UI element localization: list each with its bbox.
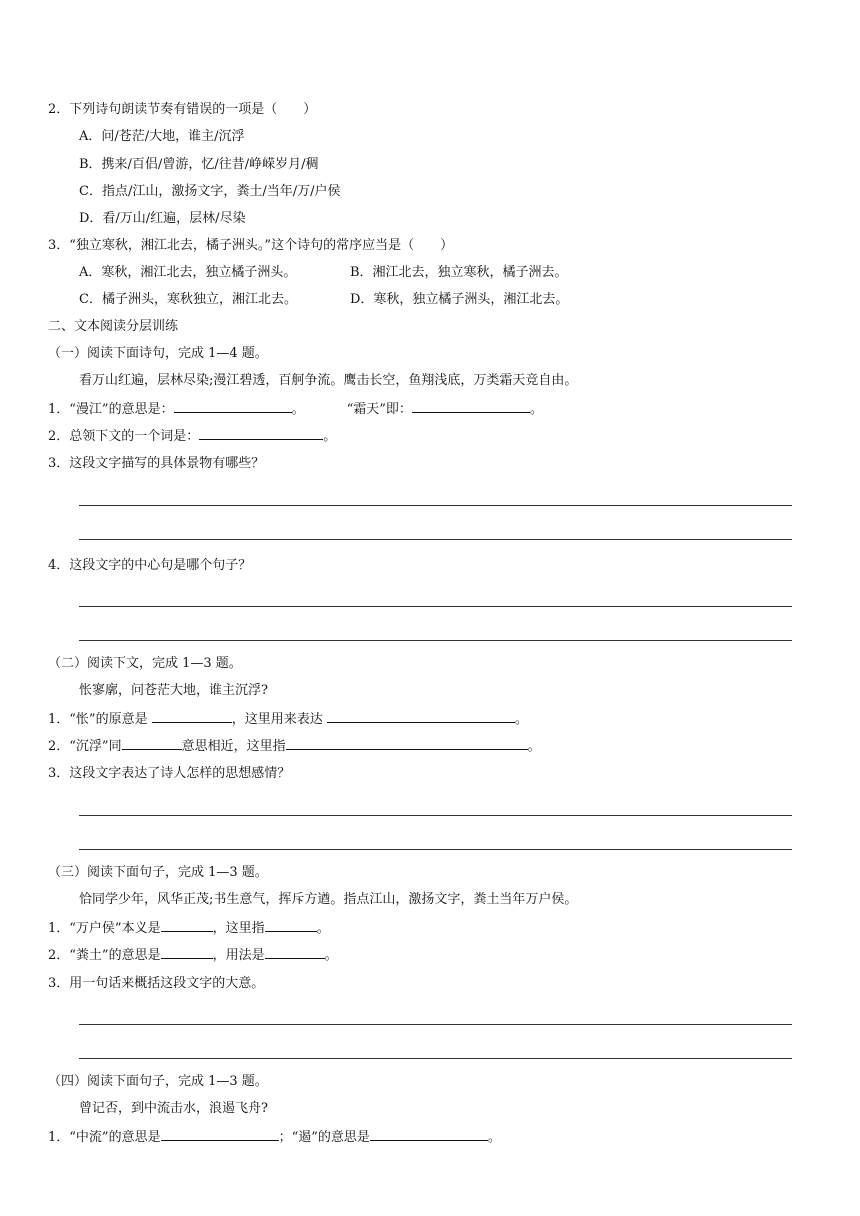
part2-q2-label-a: 2．“沉浮”同: [48, 739, 122, 754]
part4-question-1: [48, 1127, 501, 1147]
answer-line[interactable]: [79, 1024, 792, 1025]
part1-question-1: [48, 399, 543, 419]
part3-q2-label-b: ，用法是: [212, 948, 265, 963]
part2-q1-label-a: 1．“怅”的原意是: [48, 712, 152, 727]
end-mark: 。: [514, 712, 528, 727]
answer-blank[interactable]: [161, 1127, 279, 1141]
answer-blank[interactable]: [327, 709, 515, 723]
q3-option-c: C．橘子洲头，寒秋独立，湘江北去。: [79, 292, 297, 307]
answer-blank[interactable]: [265, 918, 317, 932]
end-mark: 。: [324, 948, 338, 963]
answer-blank[interactable]: [152, 709, 232, 723]
part4-q1-label-b: ；“遏”的意思是: [278, 1130, 370, 1145]
answer-blank[interactable]: [161, 918, 213, 932]
part1-q2-label: 2．总领下文的一个词是：: [48, 429, 200, 444]
part4-q1-label-a: 1．“中流”的意思是: [48, 1130, 161, 1145]
part4-passage: 曾记否，到中流击水，浪遏飞舟?: [79, 1101, 268, 1116]
answer-blank[interactable]: [265, 945, 325, 959]
q2-option-a: A．问/苍茫/大地，谁主/沉浮: [79, 129, 245, 144]
part3-q1-label-a: 1．“万户侯”本义是: [48, 921, 161, 936]
answer-blank[interactable]: [174, 399, 292, 413]
part2-passage: 怅寥廓，问苍茫大地，谁主沉浮?: [79, 683, 268, 698]
part3-question-1: [48, 918, 330, 938]
answer-blank[interactable]: [161, 945, 213, 959]
part2-q2-label-b: 意思相近，这里指: [181, 739, 286, 754]
part2-question-2: [48, 736, 541, 756]
q2-option-c: C．指点/江山，激扬文字，粪土/当年/万/户侯: [79, 184, 341, 199]
part1-question-3: 3．这段文字描写的具体景物有哪些？: [48, 456, 265, 471]
part3-intro: （三）阅读下面句子，完成 1—3 题。: [48, 865, 268, 880]
part1-question-4: 4．这段文字的中心句是哪个句子？: [48, 558, 252, 573]
part1-intro: （一）阅读下面诗句，完成 1—4 题。: [48, 346, 268, 361]
q2-option-b: B．携来/百侣/曾游，忆/往昔/峥嵘岁月/稠: [79, 157, 319, 172]
part3-q1-label-b: ，这里指: [212, 921, 265, 936]
part4-intro: （四）阅读下面句子，完成 1—3 题。: [48, 1074, 268, 1089]
answer-line[interactable]: [79, 640, 792, 641]
part2-question-1: [48, 709, 528, 729]
end-mark: 。: [529, 402, 543, 417]
part1-q1-label-a: 1．“漫江”的意思是：: [48, 402, 174, 417]
q3-option-d: D．寒秋，独立橘子洲头，湘江北去。: [350, 292, 569, 307]
part3-question-2: [48, 945, 338, 965]
end-mark: 。: [316, 921, 330, 936]
answer-blank[interactable]: [286, 736, 528, 750]
part3-question-3: 3．用一句话来概括这段文字的大意。: [48, 976, 265, 991]
answer-blank[interactable]: [412, 399, 530, 413]
question-3-stem: 3．“独立寒秋，湘江北去，橘子洲头。”这个诗句的常序应当是（ ）: [48, 238, 454, 253]
answer-line[interactable]: [79, 1058, 792, 1059]
q3-option-a: A．寒秋，湘江北去，独立橘子洲头。: [79, 265, 297, 280]
part2-question-3: 3．这段文字表达了诗人怎样的思想感情？: [48, 766, 291, 781]
part2-intro: （二）阅读下文，完成 1—3 题。: [48, 656, 242, 671]
q3-option-b: B．湘江北去，独立寒秋，橘子洲去。: [350, 265, 568, 280]
answer-line[interactable]: [79, 539, 792, 540]
part1-q1-label-b: “霜天”即：: [346, 402, 412, 417]
answer-blank[interactable]: [370, 1127, 488, 1141]
answer-blank[interactable]: [199, 426, 323, 440]
answer-line[interactable]: [79, 849, 792, 850]
part3-q2-label-a: 2．“粪土”的意思是: [48, 948, 161, 963]
end-mark: 。: [527, 739, 541, 754]
answer-line[interactable]: [79, 606, 792, 607]
end-mark: 。: [323, 429, 337, 444]
answer-line[interactable]: [79, 505, 792, 506]
part1-passage: 看万山红遍，层林尽染;漫江碧透，百舸争流。鹰击长空，鱼翔浅底，万类霜天竞自由。: [79, 373, 578, 388]
section-title: 二、文本阅读分层训练: [48, 319, 179, 334]
part3-passage: 恰同学少年，风华正茂;书生意气，挥斥方遒。指点江山，激扬文字，粪土当年万户侯。: [79, 892, 578, 907]
q2-option-d: D．看/万山/红遍，层林/尽染: [79, 211, 246, 226]
end-mark: 。: [291, 402, 305, 417]
question-2-stem: 2．下列诗句朗读节奏有错误的一项是（ ）: [48, 102, 317, 117]
part1-question-2: [48, 426, 336, 446]
end-mark: 。: [487, 1130, 501, 1145]
answer-blank[interactable]: [122, 736, 182, 750]
answer-line[interactable]: [79, 815, 792, 816]
part2-q1-label-b: ，这里用来表达: [231, 712, 327, 727]
